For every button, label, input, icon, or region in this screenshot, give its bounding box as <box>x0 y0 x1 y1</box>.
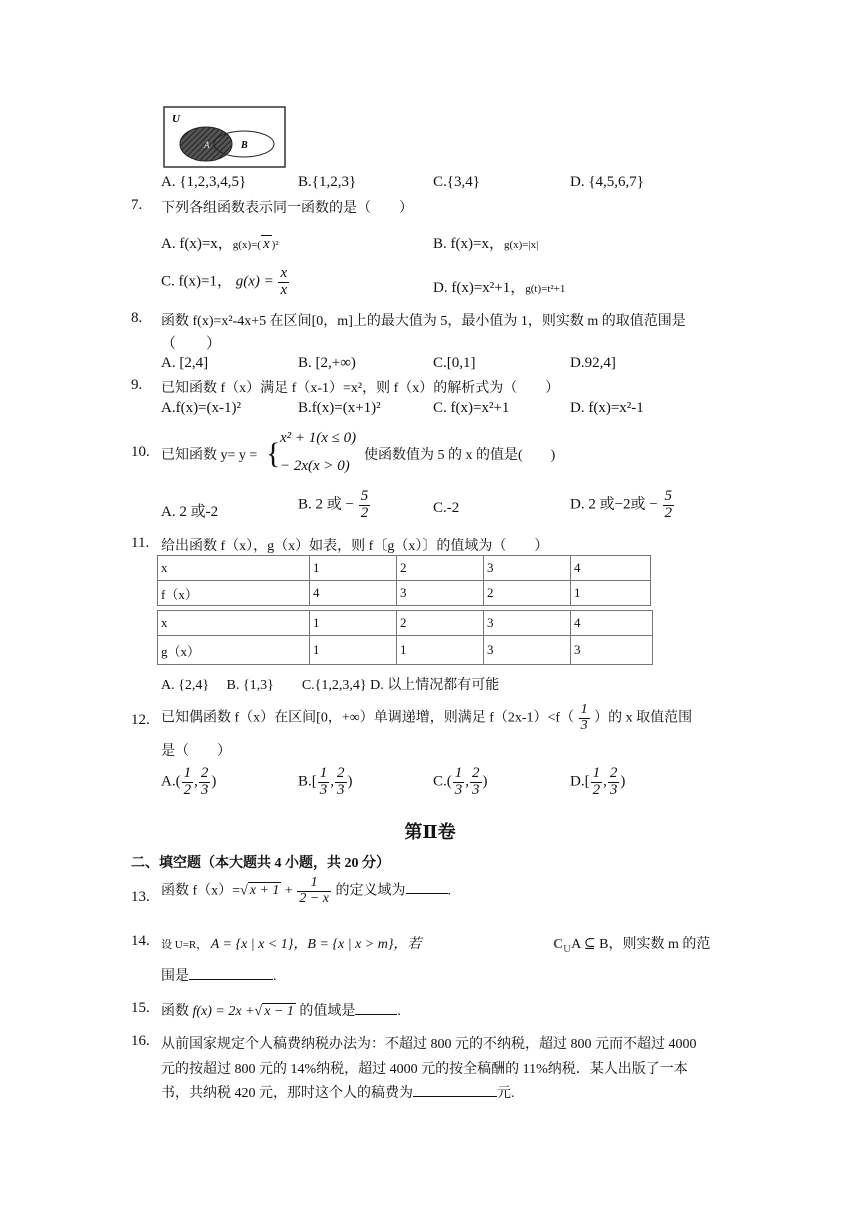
q8-option-b: B. [2,+∞) <box>298 355 356 371</box>
q10-case-1: x² + 1(x ≤ 0) <box>280 430 357 446</box>
q11-stem: 给出函数 f（x），g（x）如表，则 f〔g（x）〕的值域为（ ） <box>161 539 549 554</box>
q10-number: 10. <box>131 444 150 460</box>
q10-option-d: D. 2 或−2或 − $\frac{5}{2}$ <box>570 488 673 521</box>
q11-number: 11. <box>131 535 150 551</box>
venn-label-a: A <box>204 140 210 150</box>
q9-option-c: C. f(x)=x²+1 <box>433 400 510 416</box>
q8-option-d: D.92,4] <box>570 355 616 371</box>
part-title: 第Ⅱ卷 <box>404 822 456 842</box>
venn-label-b: B <box>241 140 248 151</box>
q12-number: 12. <box>131 712 150 728</box>
q12-option-c: C.( $\frac{1}{3}$ , $\frac{2}{3}$ ) <box>433 765 488 798</box>
q16-number: 16. <box>131 1033 150 1049</box>
q12-stem: 已知偶函数 f（x）在区间[0，+∞）单调递增，则满足 f（2x-1）<f（ $\frac{1}{3}$ ）的 x 取值范围 <box>161 702 693 733</box>
q6-option-a: A. {1,2,3,4,5} <box>161 174 247 190</box>
q8-paren: （ ） <box>161 336 222 352</box>
q8-option-a: A. [2,4] <box>161 355 209 371</box>
q7-option-a: A. f(x)=x，g(x)=( x )² <box>161 236 279 252</box>
q14-stem-cont: 围是 . <box>161 969 277 984</box>
q10-stem-start: 已知函数 y= y = <box>161 448 258 463</box>
q14-number: 14. <box>131 933 150 949</box>
section-heading: 二、填空题（本大题共 4 小题，共 20 分） <box>131 856 390 871</box>
q16-answer-blank[interactable] <box>413 1096 497 1097</box>
g-table <box>157 610 653 665</box>
q9-stem: 已知函数 f（x）满足 f（x-1）=x²，则 f（x）的解析式为（ ） <box>161 381 560 396</box>
q16-line-2: 元的按超过 800 元的 14%纳税，超过 4000 元的按全稿酬的 11%纳税．某人出版了一本 <box>161 1062 688 1077</box>
q7-option-d: D. f(x)=x²+1，g(t)=t²+1 <box>433 280 566 296</box>
q14-stem-right: $C_UA$ ⊆ B，则实数 m 的范 <box>553 937 711 955</box>
q10-brace: { <box>266 437 281 470</box>
q7-option-b: B. f(x)=x，g(x)=|x| <box>433 236 539 252</box>
q12-stem-cont: 是（ ） <box>161 744 231 759</box>
q7-stem: 下列各组函数表示同一函数的是（ ） <box>161 201 413 216</box>
q10-option-b: B. 2 或 − $\frac{5}{2}$ <box>298 488 369 521</box>
q8-option-c: C.[0,1] <box>433 355 476 371</box>
q16-line-1: 从前国家规定个人稿费纳税办法为：不超过 800 元的不纳税，超过 800 元而不超过 4000 <box>161 1037 697 1052</box>
venn-diagram <box>163 106 286 168</box>
q12-option-d: D.[ $\frac{1}{2}$ , $\frac{2}{3}$ ) <box>570 765 626 798</box>
f-table <box>157 555 651 606</box>
table-row: f（x） 4 3 2 1 <box>158 581 651 606</box>
q15-number: 15. <box>131 1000 150 1016</box>
q16-line-3: 书，共纳税 420 元，那时这个人的稿费为 元. <box>161 1086 515 1101</box>
q10-option-c: C.-2 <box>433 500 460 516</box>
q13-stem: 函数 f（x）=√ x + 1 + $\frac{1}{2 - x}$ 的定义域为 . <box>161 875 451 906</box>
table-row: x 1 2 3 4 <box>158 611 653 636</box>
q12-option-a: A.( $\frac{1}{2}$ , $\frac{2}{3}$ ) <box>161 765 217 798</box>
q12-option-b: B.[ $\frac{1}{3}$ , $\frac{2}{3}$ ) <box>298 765 353 798</box>
q7-option-c: C. f(x)=1， g(x) = $\frac{x}{x}$ <box>161 265 288 298</box>
venn-label-u: U <box>172 113 180 125</box>
q6-option-c: C.{3,4} <box>433 174 480 190</box>
q8-stem: 函数 f(x)=x²-4x+5 在区间[0，m]上的最大值为 5，最小值为 1，则实数 m 的取值范围是 <box>161 314 686 329</box>
q9-option-d: D. f(x)=x²-1 <box>570 400 644 416</box>
q10-case-2: − 2x(x > 0) <box>280 458 350 474</box>
q14-answer-blank[interactable] <box>189 979 273 980</box>
q8-number: 8. <box>131 310 143 326</box>
q7-number: 7. <box>131 197 143 213</box>
q13-answer-blank[interactable] <box>406 893 448 894</box>
q10-option-a: A. 2 或-2 <box>161 504 219 520</box>
q14-stem: 设 U=R， A = {x | x < 1}，B = {x | x > m}，若 <box>161 937 422 952</box>
q15-stem: 函数 f(x) = 2x +√ x − 1 的值域是 . <box>161 1004 401 1019</box>
q9-number: 9. <box>131 377 143 393</box>
table-row: x 1 2 3 4 <box>158 556 651 581</box>
q6-option-b: B.{1,2,3} <box>298 174 357 190</box>
q6-option-d: D. {4,5,6,7} <box>570 174 644 190</box>
q11-options: A. {2,4} B. {1,3} C.{1,2,3,4} D. 以上情况都有可能 <box>161 678 500 693</box>
q9-option-a: A.f(x)=(x-1)² <box>161 400 242 416</box>
q15-answer-blank[interactable] <box>355 1014 397 1015</box>
q13-number: 13. <box>131 889 150 905</box>
table-row: g（x） 1 1 3 3 <box>158 636 653 665</box>
venn-svg <box>163 106 286 168</box>
q9-option-b: B.f(x)=(x+1)² <box>298 400 381 416</box>
q10-stem-end: 使函数值为 5 的 x 的值是( ) <box>364 448 556 463</box>
